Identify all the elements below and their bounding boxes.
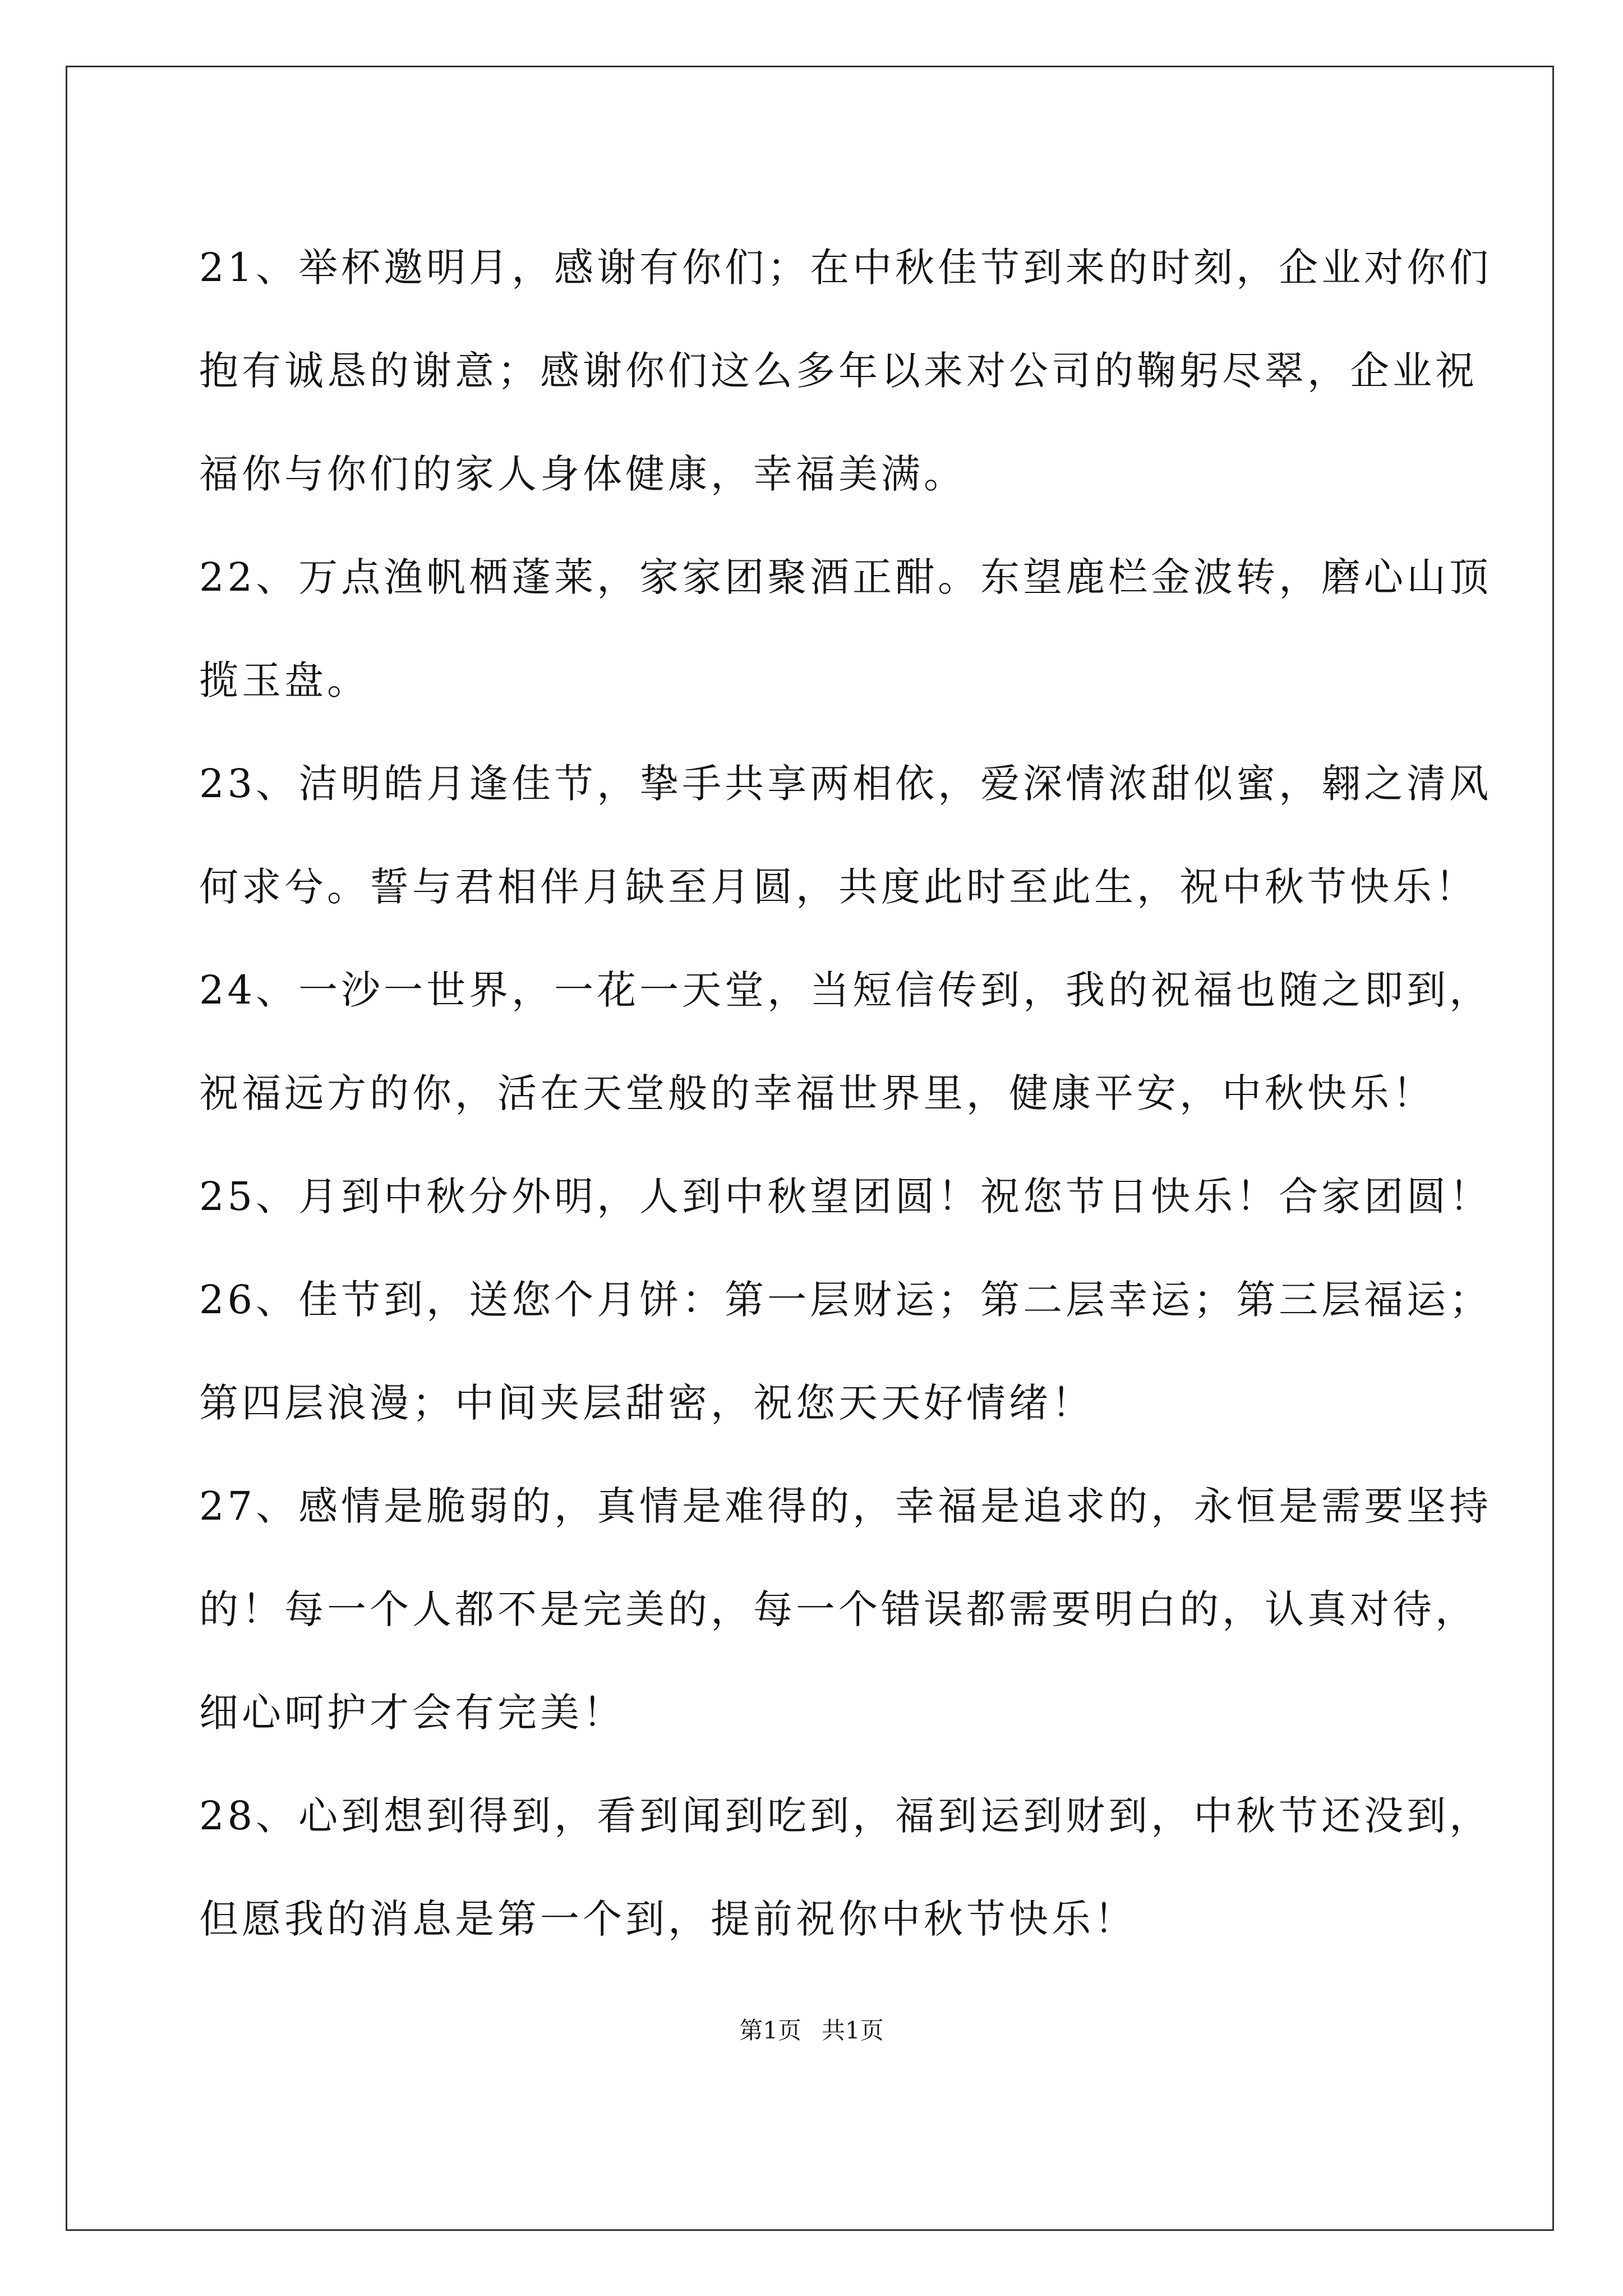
- paragraph-line: 细心呵护才会有完美！: [199, 1690, 625, 1736]
- paragraph-21: [199, 216, 1492, 526]
- paragraph-line: 何求兮。誓与君相伴月缺至月圆，共度此时至此生，祝中秋节快乐！: [199, 864, 1478, 910]
- paragraph-24: [199, 938, 1492, 1145]
- paragraph-line: 的！每一个人都不是完美的，每一个错误都需要明白的，认真对待，: [199, 1586, 1478, 1632]
- paragraph-line: 祝福远方的你，活在天堂般的幸福世界里，健康平安，中秋快乐！: [199, 1070, 1435, 1116]
- paragraph-line: 28、心到想到得到，看到闻到吃到，福到运到财到，中秋节还没到，: [199, 1793, 1492, 1839]
- paragraph-line: 揽玉盘。: [199, 657, 370, 703]
- page-number-total: 共1页: [822, 2017, 884, 2044]
- paragraph-line: 福你与你们的家人身体健康，幸福美满。: [199, 451, 966, 497]
- paragraph-line: 22、万点渔帆栖蓬莱，家家团聚酒正酣。东望鹿栏金波转，磨心山顶: [199, 554, 1492, 600]
- paragraph-26: [199, 1248, 1492, 1455]
- page-number-current: 第1页: [739, 2017, 801, 2044]
- paragraph-line: 第四层浪漫；中间夹层甜密，祝您天天好情绪！: [199, 1380, 1094, 1426]
- paragraph-28: [199, 1764, 1492, 1971]
- paragraph-line: 26、佳节到，送您个月饼：第一层财运；第二层幸运；第三层福运；: [199, 1277, 1492, 1323]
- paragraph-line: 27、感情是脆弱的，真情是难得的，幸福是追求的，永恒是需要坚持: [199, 1483, 1492, 1529]
- paragraph-line: 抱有诚恳的谢意；感谢你们这么多年以来对公司的鞠躬尽翠，企业祝: [199, 348, 1478, 394]
- paragraph-line: 21、举杯邀明月，感谢有你们；在中秋佳节到来的时刻，企业对你们: [199, 245, 1492, 291]
- document-body: [199, 216, 1492, 1971]
- paragraph-27: [199, 1455, 1492, 1764]
- page-footer: [0, 2014, 1623, 2047]
- paragraph-line: 24、一沙一世界，一花一天堂，当短信传到，我的祝福也随之即到，: [199, 967, 1492, 1013]
- paragraph-23: [199, 732, 1492, 938]
- paragraph-25: [199, 1145, 1492, 1248]
- paragraph-line: 但愿我的消息是第一个到，提前祝你中秋节快乐！: [199, 1896, 1137, 1942]
- paragraph-line: 23、洁明皓月逢佳节，挚手共享两相依，爱深情浓甜似蜜，翱之清风: [199, 761, 1492, 807]
- paragraph-22: [199, 526, 1492, 732]
- paragraph-line: 25、月到中秋分外明，人到中秋望团圆！祝您节日快乐！合家团圆！: [199, 1174, 1492, 1220]
